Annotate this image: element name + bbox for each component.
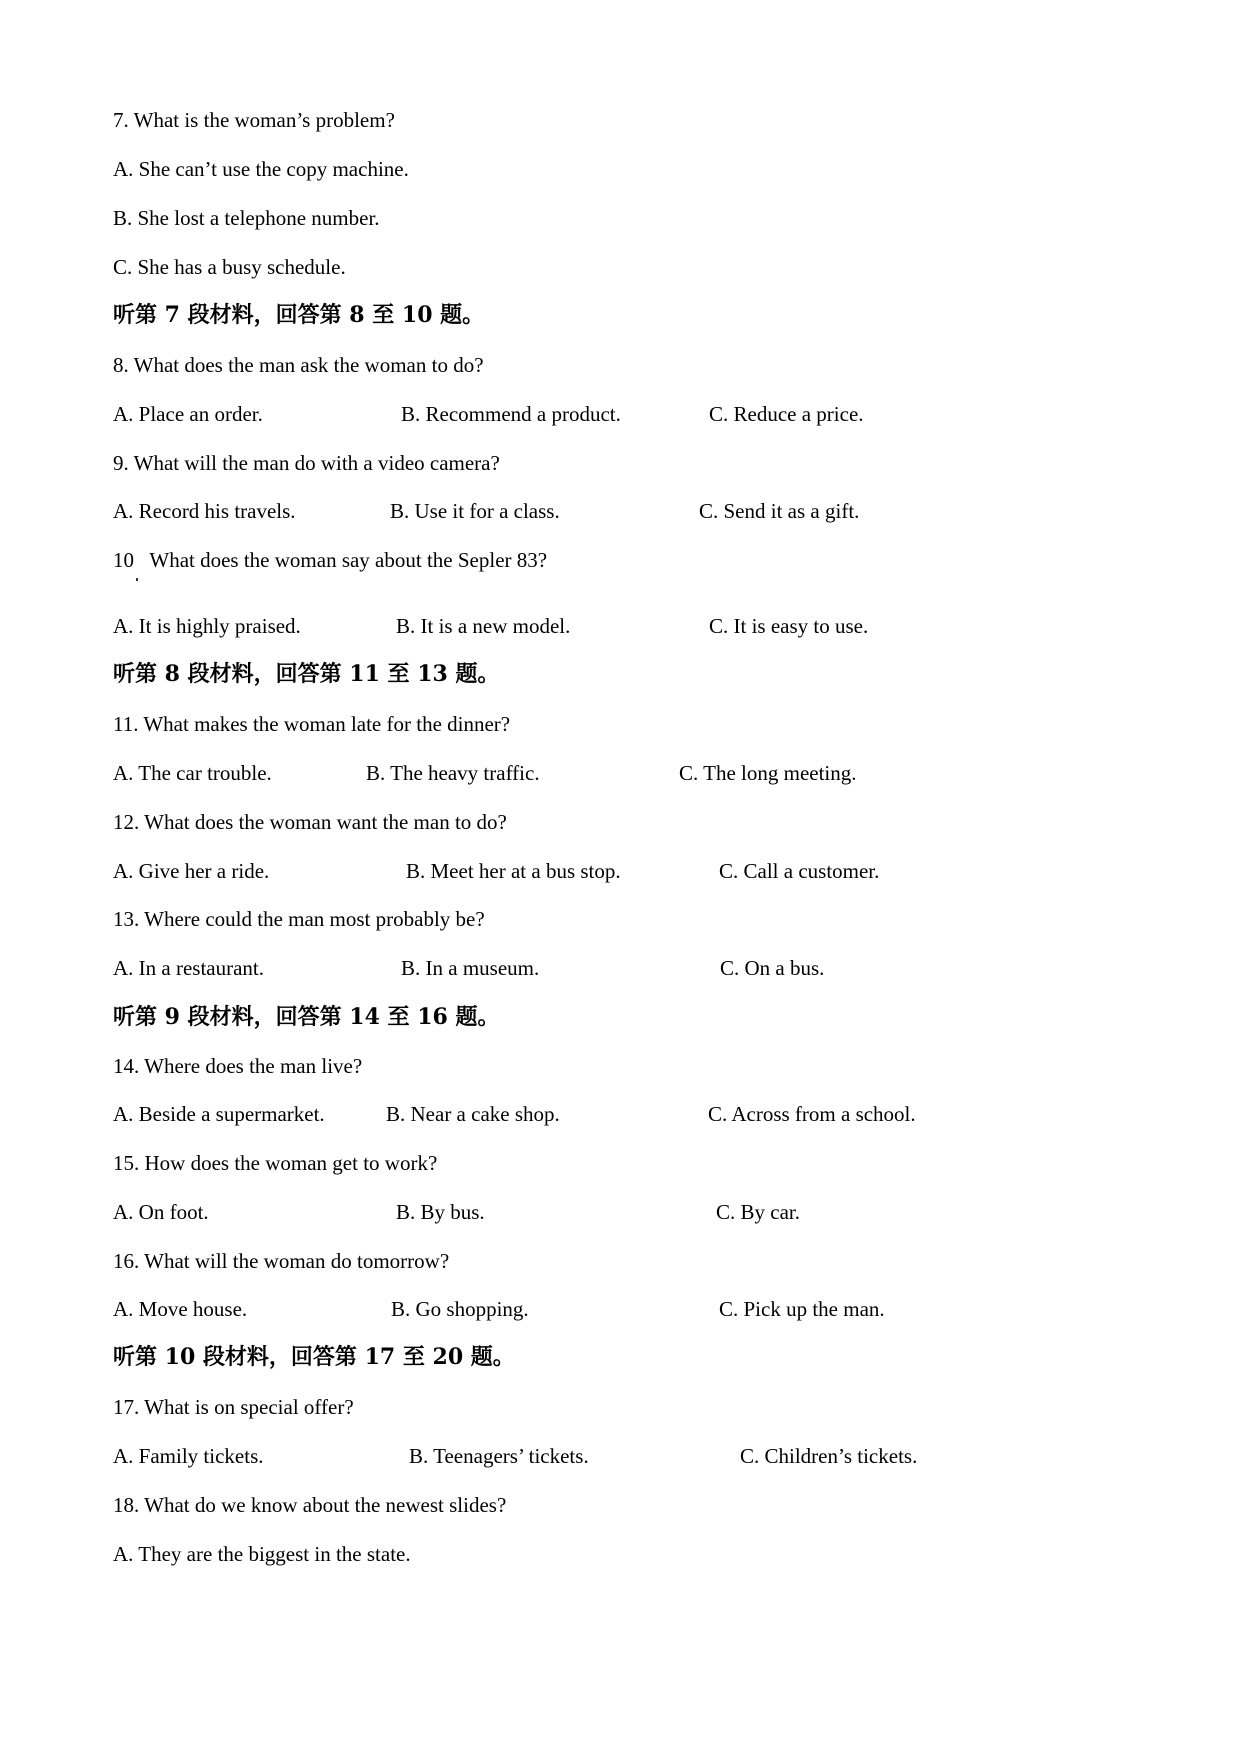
option-9a: A. Record his travels. [113,499,296,523]
question-10: 10 What does the woman say about the Sepler 83? [113,548,548,572]
question-9: 9. What will the man do with a video camera? [113,451,500,475]
section-heading-8: 听第 8 段材料，回答第 11 至 13 题。 [113,661,500,687]
option-18a: A. They are the biggest in the state. [113,1542,411,1566]
option-10a: A. It is highly praised. [113,614,301,638]
option-16b: B. Go shopping. [391,1297,529,1321]
option-11b: B. The heavy traffic. [366,761,540,785]
option-9b: B. Use it for a class. [390,499,560,523]
option-12c: C. Call a customer. [719,859,880,883]
option-8c: C. Reduce a price. [709,402,864,426]
option-17c: C. Children’s tickets. [740,1444,918,1468]
option-16a: A. Move house. [113,1297,248,1321]
option-13a: A. In a restaurant. [113,956,265,980]
question-12: 12. What does the woman want the man to do? [113,810,507,834]
section-heading-9: 听第 9 段材料，回答第 14 至 16 题。 [113,1004,500,1030]
question-8: 8. What does the man ask the woman to do? [113,353,484,377]
option-7c: C. She has a busy schedule. [113,255,346,279]
option-15c: C. By car. [716,1200,800,1224]
question-16: 16. What will the woman do tomorrow? [113,1249,450,1273]
option-14b: B. Near a cake shop. [386,1102,560,1126]
option-9c: C. Send it as a gift. [699,499,860,523]
option-15a: A. On foot. [113,1200,209,1224]
option-10b: B. It is a new model. [396,614,571,638]
stray-mark [136,578,138,581]
option-15b: B. By bus. [396,1200,485,1224]
question-7: 7. What is the woman’s problem? [113,108,395,132]
option-14c: C. Across from a school. [708,1102,916,1126]
option-7a: A. She can’t use the copy machine. [113,157,409,181]
option-11c: C. The long meeting. [679,761,857,785]
option-10c: C. It is easy to use. [709,614,869,638]
section-heading-7: 听第 7 段材料，回答第 8 至 10 题。 [113,302,485,328]
option-14a: A. Beside a supermarket. [113,1102,325,1126]
section-heading-10: 听第 10 段材料，回答第 17 至 20 题。 [113,1344,515,1370]
option-8b: B. Recommend a product. [401,402,621,426]
option-17a: A. Family tickets. [113,1444,264,1468]
question-13: 13. Where could the man most probably be? [113,907,485,931]
question-15: 15. How does the woman get to work? [113,1151,438,1175]
option-8a: A. Place an order. [113,402,263,426]
option-16c: C. Pick up the man. [719,1297,885,1321]
option-11a: A. The car trouble. [113,761,272,785]
option-13c: C. On a bus. [720,956,825,980]
option-12b: B. Meet her at a bus stop. [406,859,621,883]
question-11: 11. What makes the woman late for the dinner? [113,712,511,736]
option-13b: B. In a museum. [401,956,540,980]
question-18: 18. What do we know about the newest slides? [113,1493,507,1517]
question-17: 17. What is on special offer? [113,1395,354,1419]
option-17b: B. Teenagers’ tickets. [409,1444,589,1468]
option-12a: A. Give her a ride. [113,859,270,883]
question-14: 14. Where does the man live? [113,1054,363,1078]
option-7b: B. She lost a telephone number. [113,206,380,230]
